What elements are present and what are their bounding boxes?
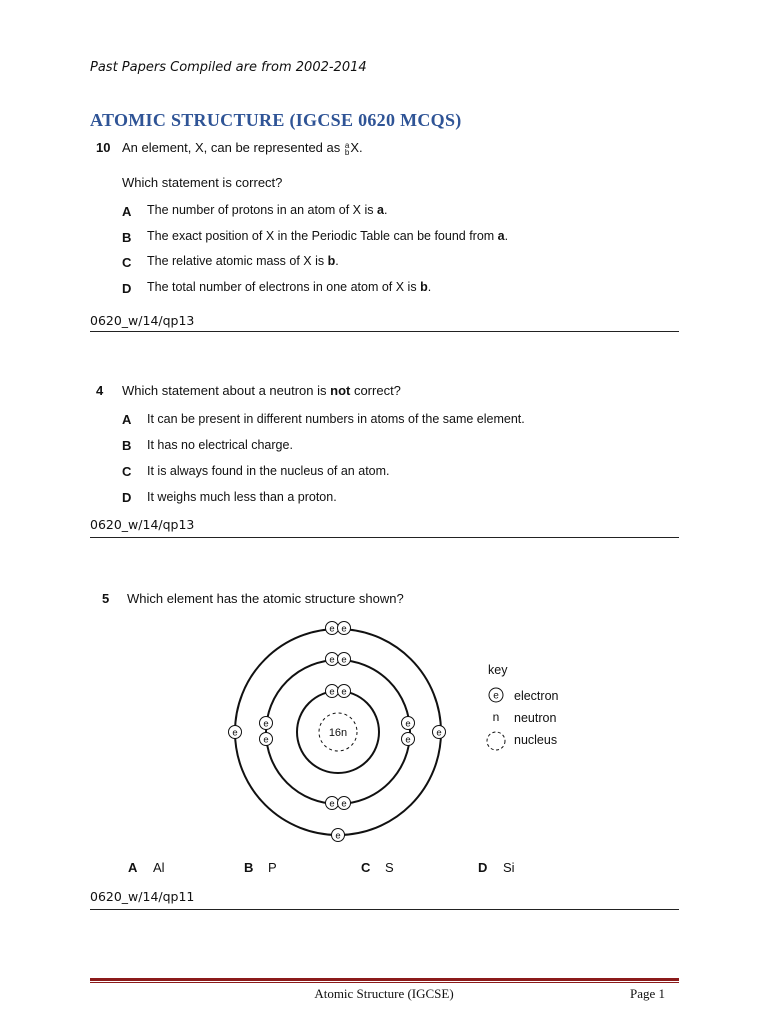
question-number: 10 bbox=[96, 140, 111, 155]
question-text-post: correct? bbox=[350, 383, 401, 398]
electron-symbol: e bbox=[405, 718, 411, 730]
option-letter: C bbox=[122, 464, 132, 479]
electron-symbol: e bbox=[341, 798, 347, 810]
atom-diagram bbox=[220, 612, 460, 848]
electron-symbol: e bbox=[329, 686, 335, 698]
option-letter: B bbox=[122, 230, 132, 245]
question-number: 4 bbox=[96, 383, 104, 398]
option-text-bold: a bbox=[376, 203, 384, 217]
option-text-bold: b bbox=[327, 254, 336, 268]
paper-reference: 0620_w/14/qp13 bbox=[90, 313, 195, 328]
option-letter: D bbox=[122, 490, 132, 505]
question-text bbox=[122, 383, 401, 398]
electron-symbol: e bbox=[232, 727, 238, 739]
nuclide-atomic: b bbox=[344, 147, 350, 157]
option-text-pre: The total number of electrons in one atom of X is bbox=[147, 280, 421, 294]
option-letter: D bbox=[122, 281, 132, 296]
question-number: 5 bbox=[102, 591, 110, 606]
paper-reference: 0620_w/14/qp11 bbox=[90, 889, 195, 904]
answer-letter: C bbox=[361, 860, 371, 875]
option-row bbox=[122, 229, 131, 247]
electron-symbol: e bbox=[263, 734, 269, 746]
footer-rule-thin bbox=[90, 982, 679, 983]
option-text: It has no electrical charge. bbox=[147, 438, 293, 452]
option-text-bold: b bbox=[420, 280, 428, 294]
option-text-post: . bbox=[335, 254, 339, 268]
electron-symbol: e bbox=[335, 830, 341, 842]
option-text: It is always found in the nucleus of an atom. bbox=[147, 464, 390, 478]
nuclide-mass: a bbox=[344, 140, 350, 150]
electron-symbol: e bbox=[329, 798, 335, 810]
option-letter: A bbox=[122, 412, 132, 427]
question-text: Which element has the atomic structure shown? bbox=[127, 591, 404, 606]
electron-symbol: e bbox=[329, 654, 335, 666]
electron-symbol: e bbox=[405, 734, 411, 746]
option-text-post: . bbox=[383, 203, 388, 217]
divider bbox=[90, 537, 679, 538]
option-text bbox=[147, 203, 387, 217]
key-symbols bbox=[486, 686, 508, 756]
divider bbox=[90, 331, 679, 332]
electron-symbol: e bbox=[341, 686, 347, 698]
electron-symbol: e bbox=[341, 623, 347, 635]
option-row bbox=[122, 254, 131, 272]
electron-symbol: e bbox=[436, 727, 442, 739]
question-text-before: An element, X, can be represented as bbox=[122, 140, 344, 155]
nuclide-symbol: X bbox=[350, 140, 359, 155]
question-text-after: . bbox=[358, 140, 363, 155]
divider bbox=[90, 909, 679, 910]
question-text-pre: Which statement about a neutron is bbox=[122, 383, 331, 398]
option-letter: A bbox=[122, 204, 132, 219]
question-text bbox=[122, 140, 363, 156]
nucleus-label: 16n bbox=[328, 727, 348, 739]
option-letter: B bbox=[122, 438, 132, 453]
option-text-post: . bbox=[504, 229, 509, 243]
option-row bbox=[122, 203, 131, 221]
key-electron-label: electron bbox=[514, 689, 559, 703]
option-text-pre: The relative atomic mass of X is bbox=[147, 254, 328, 268]
nucleus-key-icon bbox=[487, 732, 505, 750]
key-neutron-label: neutron bbox=[514, 711, 557, 725]
key-title: key bbox=[488, 663, 508, 677]
option-text-bold: a bbox=[497, 229, 505, 243]
neutron-key-symbol: n bbox=[492, 710, 500, 724]
question-prompt: Which statement is correct? bbox=[122, 175, 283, 190]
page-number: Page 1 bbox=[630, 986, 666, 1001]
key-nucleus-label: nucleus bbox=[514, 733, 558, 747]
option-text-pre: The exact position of X in the Periodic Table can be found from bbox=[147, 229, 498, 243]
question-text-bold: not bbox=[330, 383, 351, 398]
electron-symbol: e bbox=[329, 623, 335, 635]
answer-text: Al bbox=[153, 860, 165, 875]
electron-key-symbol: e bbox=[493, 690, 499, 702]
answer-text: Si bbox=[503, 860, 515, 875]
option-row bbox=[122, 280, 131, 298]
option-text-pre: The number of protons in an atom of X is bbox=[147, 203, 377, 217]
electron-symbol: e bbox=[341, 654, 347, 666]
option-letter: C bbox=[122, 255, 132, 270]
option-text-post: . bbox=[427, 280, 432, 294]
answer-text: S bbox=[385, 860, 394, 875]
footer-title: Atomic Structure (IGCSE) bbox=[314, 986, 454, 1001]
nuclide-notation bbox=[345, 142, 349, 156]
paper-reference: 0620_w/14/qp13 bbox=[90, 517, 195, 532]
option-text bbox=[147, 229, 508, 243]
option-text: It can be present in different numbers in atoms of the same element. bbox=[147, 412, 525, 426]
answer-text: P bbox=[268, 860, 277, 875]
page-title: ATOMIC STRUCTURE (IGCSE 0620 MCQS) bbox=[90, 110, 462, 130]
option-text: It weighs much less than a proton. bbox=[147, 490, 337, 504]
option-text bbox=[147, 254, 339, 268]
header-note: Past Papers Compiled are from 2002-2014 bbox=[90, 60, 367, 75]
answer-letter: B bbox=[244, 860, 254, 875]
answer-letter: D bbox=[478, 860, 488, 875]
footer-rule bbox=[90, 978, 679, 981]
option-text bbox=[147, 280, 431, 294]
electron-symbol: e bbox=[263, 718, 269, 730]
answer-letter: A bbox=[128, 860, 138, 875]
